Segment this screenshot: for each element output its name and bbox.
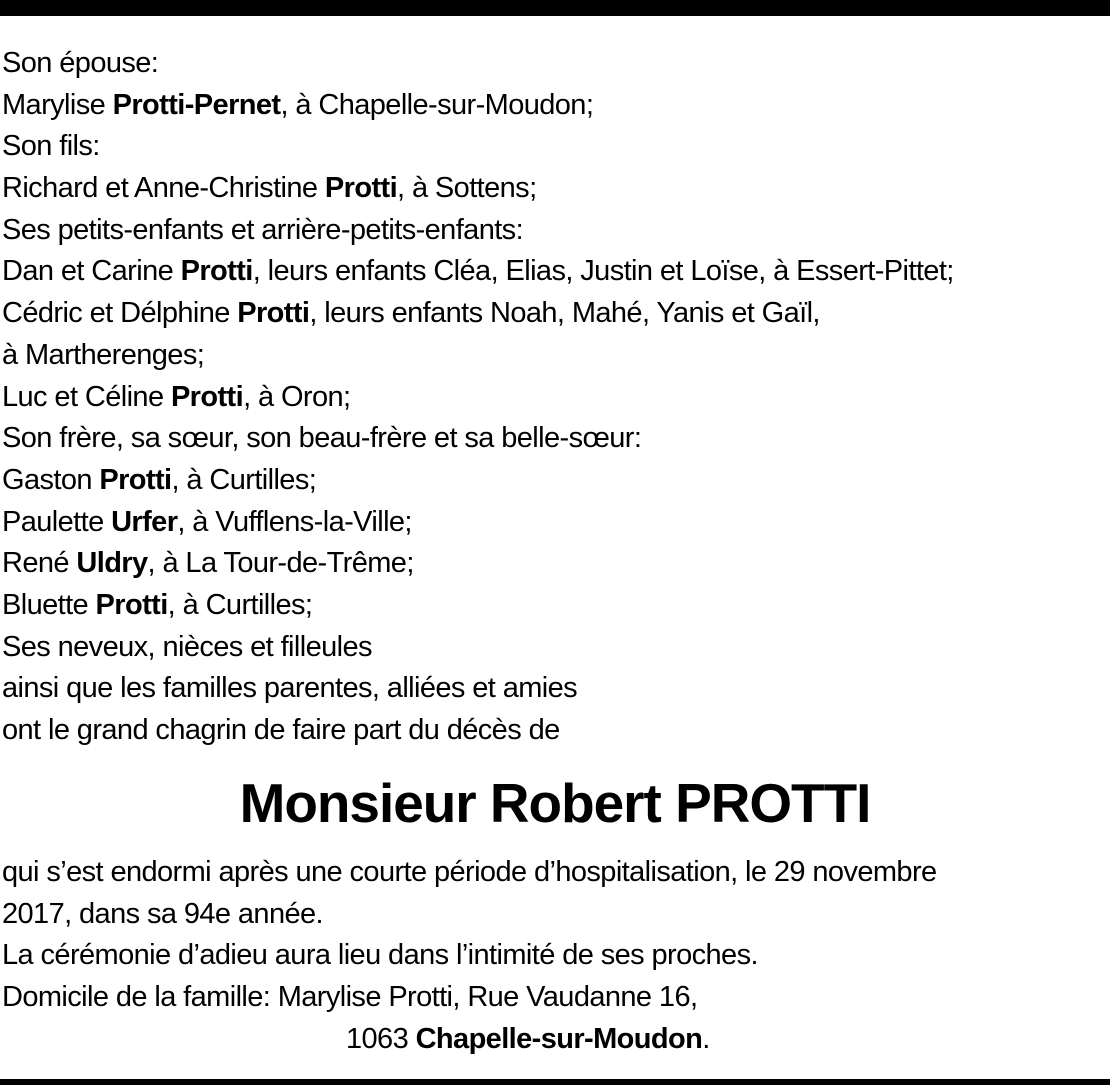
family-line: Son épouse:	[2, 47, 159, 79]
family-line: Paulette Urfer, à Vufflens-la-Ville;	[2, 505, 412, 538]
family-line: Bluette Protti, à Curtilles;	[2, 588, 313, 621]
family-line: ont le grand chagrin de faire part du décès de	[2, 714, 560, 746]
closing-line: Domicile de la famille: Marylise Protti, Rue Vaudanne 16,	[2, 981, 698, 1014]
address-line: 1063 Chapelle-sur-Moudon.	[346, 1022, 710, 1055]
family-line: Richard et Anne-Christine Protti, à Sottens;	[2, 172, 537, 205]
closing-line: qui s’est endormi après une courte période d’hospitalisation, le 29 novembre	[2, 856, 937, 888]
closing-line: La cérémonie d’adieu aura lieu dans l’intimité de ses proches.	[2, 939, 758, 972]
family-line: Son frère, sa sœur, son beau-frère et sa belle-sœur:	[2, 422, 642, 455]
family-line: Ses neveux, nièces et filleules	[2, 630, 372, 663]
family-line: Dan et Carine Protti, leurs enfants Cléa, Elias, Justin et Loïse, à Essert-Pittet;	[2, 255, 954, 288]
family-list	[2, 43, 1108, 752]
deceased-name-heading: Monsieur Robert PROTTI	[239, 772, 871, 834]
family-line: Cédric et Délphine Protti, leurs enfants Noah, Mahé, Yanis et Gaïl,	[2, 297, 820, 330]
top-rule	[0, 0, 1110, 16]
closing-line: 2017, dans sa 94e année.	[2, 897, 323, 930]
bottom-rule	[0, 1079, 1110, 1085]
family-line: Gaston Protti, à Curtilles;	[2, 463, 317, 496]
family-line: Marylise Protti-Pernet, à Chapelle-sur-Moudon;	[2, 88, 594, 121]
family-line: Son fils:	[2, 130, 100, 163]
family-line: à Martherenges;	[2, 338, 205, 371]
family-line: Luc et Céline Protti, à Oron;	[2, 380, 351, 413]
family-line: Ses petits-enfants et arrière-petits-enfants:	[2, 213, 524, 246]
family-line: ainsi que les familles parentes, alliées et amies	[2, 672, 578, 705]
family-line: René Uldry, à La Tour-de-Trême;	[2, 547, 414, 580]
closing-text	[2, 852, 1108, 1060]
